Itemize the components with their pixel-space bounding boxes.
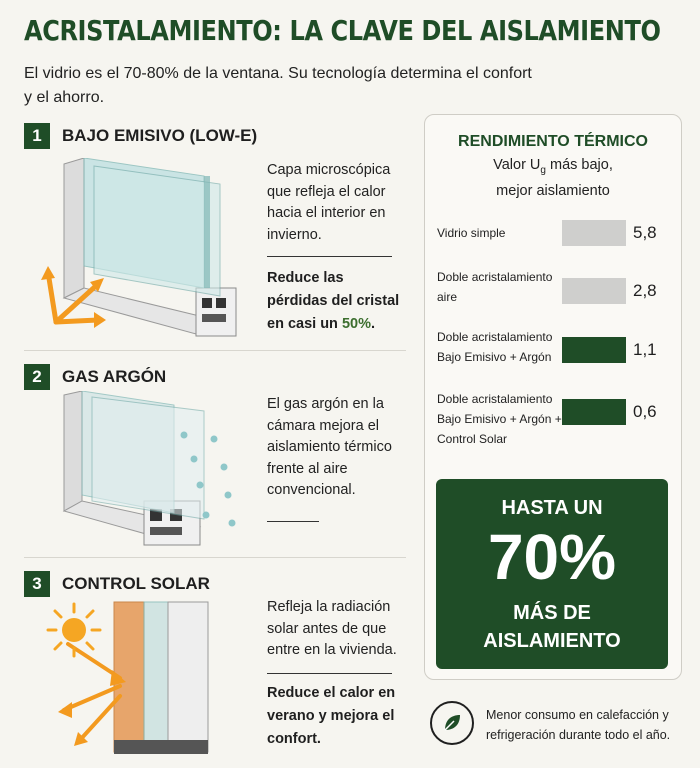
subtitle-text: Valor U — [493, 157, 541, 173]
panel-subtitle — [425, 155, 681, 201]
section-header — [24, 570, 406, 598]
subtitle-subscript: g — [540, 164, 546, 176]
divider — [267, 673, 392, 674]
hero-line1: HASTA UN — [501, 497, 603, 519]
section-description: Capa microscópica que refleja el calor hacia el interior en invierno. — [267, 162, 391, 243]
section-argon — [24, 363, 406, 553]
row-label: Doble acristalamiento Bajo Emisivo + Argón — [437, 330, 553, 364]
section-header — [24, 122, 406, 150]
row-label: Vidrio simple — [437, 226, 506, 240]
insulation-highlight-box — [436, 479, 668, 669]
section-highlight — [267, 267, 407, 336]
section-number: 2 — [24, 364, 50, 390]
hero-line3-text: AISLAMIENTO — [483, 630, 621, 652]
section-description: Refleja la radiación solar antes de que entre en la vivienda. — [267, 599, 397, 658]
section-low-e — [24, 122, 406, 348]
section-solar-control — [24, 570, 406, 760]
highlight-end: . — [370, 316, 376, 332]
row-bar — [562, 337, 626, 363]
row-bar — [562, 399, 626, 425]
subtitle-line2: mejor aislamiento — [496, 182, 610, 199]
row-value: 2,8 — [633, 281, 657, 300]
section-title: BAJO EMISIVO (LOW-E) — [62, 126, 258, 145]
sun-icon — [44, 600, 104, 660]
divider — [267, 521, 319, 522]
section-separator — [24, 350, 406, 351]
row-bar — [562, 220, 626, 246]
panel-title: RENDIMIENTO TÉRMICO — [458, 133, 648, 150]
hero-percentage: 70% — [487, 521, 617, 593]
hero-line2 — [436, 599, 668, 655]
row-value: 1,1 — [633, 340, 657, 359]
footer-text: Menor consumo en calefacción y refrigeración durante todo el año. — [486, 708, 671, 742]
page-title: ACRISTALAMIENTO: LA CLAVE DEL AISLAMIENTO — [24, 14, 661, 47]
heat-arrows-icon — [36, 262, 116, 342]
divider — [267, 256, 392, 257]
row-bar — [562, 278, 626, 304]
leaf-icon — [430, 701, 474, 745]
section-header — [24, 363, 406, 391]
hero-line2-text: MÁS DE — [513, 602, 591, 624]
section-title: GAS ARGÓN — [62, 367, 167, 386]
section-number: 1 — [24, 123, 50, 149]
section-number: 3 — [24, 571, 50, 597]
section-separator — [24, 557, 406, 558]
argon-window-illustration — [24, 391, 254, 561]
row-value: 5,8 — [633, 223, 657, 242]
highlight-accent: 50% — [341, 316, 371, 332]
row-label: Doble acristalamiento aire — [437, 270, 553, 304]
row-label: Doble acristalamiento Bajo Emisivo + Argón + Control Solar — [437, 392, 562, 446]
section-title: CONTROL SOLAR — [62, 574, 210, 593]
row-value: 0,6 — [633, 402, 657, 421]
intro-text: El vidrio es el 70-80% de la ventana. Su tecnología determina el confort y el ahorro. — [24, 65, 532, 106]
subtitle-text-end: más bajo, — [545, 157, 613, 173]
highlight-text: Reduce las pérdidas del cristal en casi un — [267, 270, 400, 332]
section-highlight: Reduce el calor en verano y mejora el confort. — [267, 685, 396, 747]
section-description: El gas argón en la cámara mejora el aislamiento térmico frente al aire convencional. — [267, 396, 392, 498]
